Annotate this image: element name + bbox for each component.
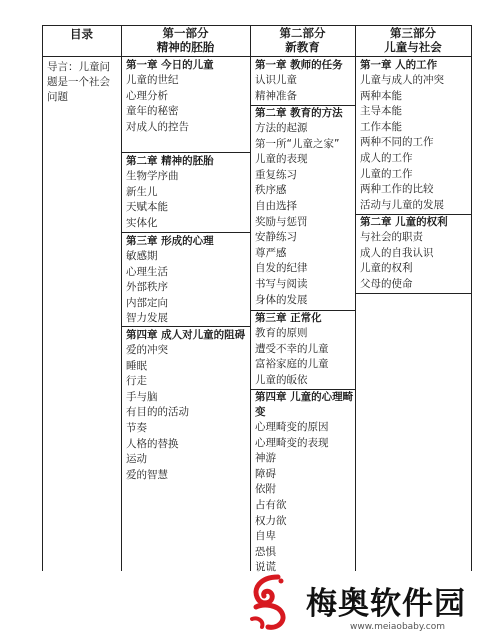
table-border-left xyxy=(42,25,43,571)
list-item: 恐惧 xyxy=(255,545,276,558)
list-item: 占有欲 xyxy=(255,498,287,511)
list-item: 成人的工作 xyxy=(360,151,413,164)
list-item: 主导本能 xyxy=(360,105,402,118)
chapter-title: 第二章 儿童的权利 xyxy=(360,216,448,228)
list-item: 儿童的皈依 xyxy=(255,373,308,386)
chapter-title: 第一章 教师的任务 xyxy=(255,59,343,71)
chapter-section-list xyxy=(251,326,355,388)
list-item: 睡眠 xyxy=(126,359,147,372)
part1-chapter4 xyxy=(122,328,250,483)
part1-chapter1 xyxy=(122,58,250,135)
header-part1: 第一部分 精神的胚胎 xyxy=(156,26,215,54)
list-item: 两种不同的工作 xyxy=(360,136,434,149)
list-item: 认识儿童 xyxy=(255,74,297,86)
list-item: 身体的发展 xyxy=(255,293,308,306)
header-contents: 目录 xyxy=(70,27,93,41)
chapter-section-list xyxy=(122,343,250,483)
list-item: 生物学序曲 xyxy=(126,170,179,182)
list-item: 教育的原则 xyxy=(255,327,308,339)
list-item: 人格的替换 xyxy=(126,437,179,450)
chapter-section-list xyxy=(356,230,471,292)
part3-chapter2 xyxy=(356,215,471,292)
list-item: 安静练习 xyxy=(255,231,297,244)
chapter-title: 第二章 精神的胚胎 xyxy=(126,155,214,167)
toc-table xyxy=(42,25,471,574)
list-item: 对成人的控告 xyxy=(126,120,189,133)
list-item: 智力发展 xyxy=(126,312,168,325)
list-item: 运动 xyxy=(126,453,147,466)
chapter-divider xyxy=(121,152,250,153)
list-item: 心理畸变的原因 xyxy=(255,421,329,433)
list-item: 两种本能 xyxy=(360,89,402,102)
list-item: 两种工作的比较 xyxy=(360,183,434,196)
chapter-title: 第二章 教育的方法 xyxy=(255,107,343,119)
list-item: 权力欲 xyxy=(255,514,287,527)
chapter-divider xyxy=(121,326,250,327)
chapter-section-list xyxy=(251,73,355,104)
chapter-section-list xyxy=(122,169,250,231)
watermark-brand: 梅奥软件园 xyxy=(306,586,466,622)
chapter-section-list xyxy=(251,121,355,308)
watermark-url: www.meiaobaby.com xyxy=(350,622,446,632)
chapter-section-list xyxy=(122,73,250,135)
chapter-divider xyxy=(121,232,250,233)
list-item: 精神准备 xyxy=(255,89,297,102)
chapter-divider xyxy=(355,293,471,294)
list-item: 有目的的活动 xyxy=(126,406,189,419)
list-item: 心理分析 xyxy=(126,89,168,102)
list-item: 富裕家庭的儿童 xyxy=(255,358,329,371)
chapter-title: 第三章 正常化 xyxy=(255,312,322,324)
header-divider xyxy=(42,56,471,57)
list-item: 方法的起源 xyxy=(255,122,308,134)
intro-text: 导言：儿童问题是一个社会问题 xyxy=(47,61,110,103)
list-item: 障碍 xyxy=(255,467,276,480)
part2-chapter2 xyxy=(251,106,355,308)
list-item: 节奏 xyxy=(126,421,147,434)
part1-chapter2 xyxy=(122,154,250,231)
part1-chapter3 xyxy=(122,234,250,327)
list-item: 心理畸变的表现 xyxy=(255,436,329,449)
list-item: 重复练习 xyxy=(255,168,297,181)
chapter-section-list xyxy=(122,249,250,327)
list-item: 父母的使命 xyxy=(360,277,413,290)
list-item: 心理生活 xyxy=(126,265,168,278)
part2-chapter4 xyxy=(251,390,355,576)
chapter-title: 第四章 儿童的心理畸变 xyxy=(255,391,354,418)
list-item: 儿童与成人的冲突 xyxy=(360,74,444,86)
list-item: 依附 xyxy=(255,483,276,496)
list-item: 天赋本能 xyxy=(126,201,168,214)
header-part3: 第三部分 儿童与社会 xyxy=(384,26,442,54)
chapter-title: 第一章 今日的儿童 xyxy=(126,59,214,71)
list-item: 儿童的工作 xyxy=(360,167,413,180)
list-item: 工作本能 xyxy=(360,120,402,133)
list-item: 自由选择 xyxy=(255,199,297,212)
list-item: 手与脑 xyxy=(126,390,158,403)
list-item: 成人的自我认识 xyxy=(360,246,434,259)
chapter-section-list xyxy=(251,420,355,576)
chapter-title: 第四章 成人对儿童的阻碍 xyxy=(126,329,246,341)
chapter-title: 第一章 人的工作 xyxy=(360,59,438,71)
list-item: 外部秩序 xyxy=(126,281,168,294)
list-item: 内部定向 xyxy=(126,296,168,309)
list-item: 与社会的职责 xyxy=(360,231,423,243)
list-item: 书写与阅读 xyxy=(255,277,308,290)
list-item: 童年的秘密 xyxy=(126,105,179,118)
list-item: 儿童的世纪 xyxy=(126,74,179,86)
dragon-logo-icon xyxy=(248,573,292,633)
list-item: 儿童的表现 xyxy=(255,153,308,166)
list-item: 神游 xyxy=(255,452,276,465)
part2-chapter3 xyxy=(251,311,355,388)
list-item: 奖励与惩罚 xyxy=(255,215,308,228)
list-item: 行走 xyxy=(126,375,147,388)
list-item: 尊严感 xyxy=(255,246,287,259)
chapter-title: 第三章 形成的心理 xyxy=(126,235,214,247)
list-item: 活动与儿童的发展 xyxy=(360,198,444,211)
list-item: 爱的智慧 xyxy=(126,468,168,481)
list-item: 实体化 xyxy=(126,216,158,229)
header-part2: 第二部分 新教育 xyxy=(279,26,326,54)
list-item: 儿童的权利 xyxy=(360,262,413,275)
chapter-section-list xyxy=(356,73,471,213)
part2-chapter1 xyxy=(251,58,355,104)
table-border-right xyxy=(471,25,472,571)
list-item: 新生儿 xyxy=(126,185,158,198)
list-item: 自发的纪律 xyxy=(255,262,308,275)
list-item: 说谎 xyxy=(255,561,276,574)
list-item: 自卑 xyxy=(255,530,276,543)
list-item: 敏感期 xyxy=(126,250,158,262)
list-item: 秩序感 xyxy=(255,184,287,197)
list-item: 遭受不幸的儿童 xyxy=(255,342,329,355)
part3-chapter1 xyxy=(356,58,471,213)
list-item: 爱的冲突 xyxy=(126,344,168,356)
list-item: 第一所“儿童之家” xyxy=(255,137,340,150)
